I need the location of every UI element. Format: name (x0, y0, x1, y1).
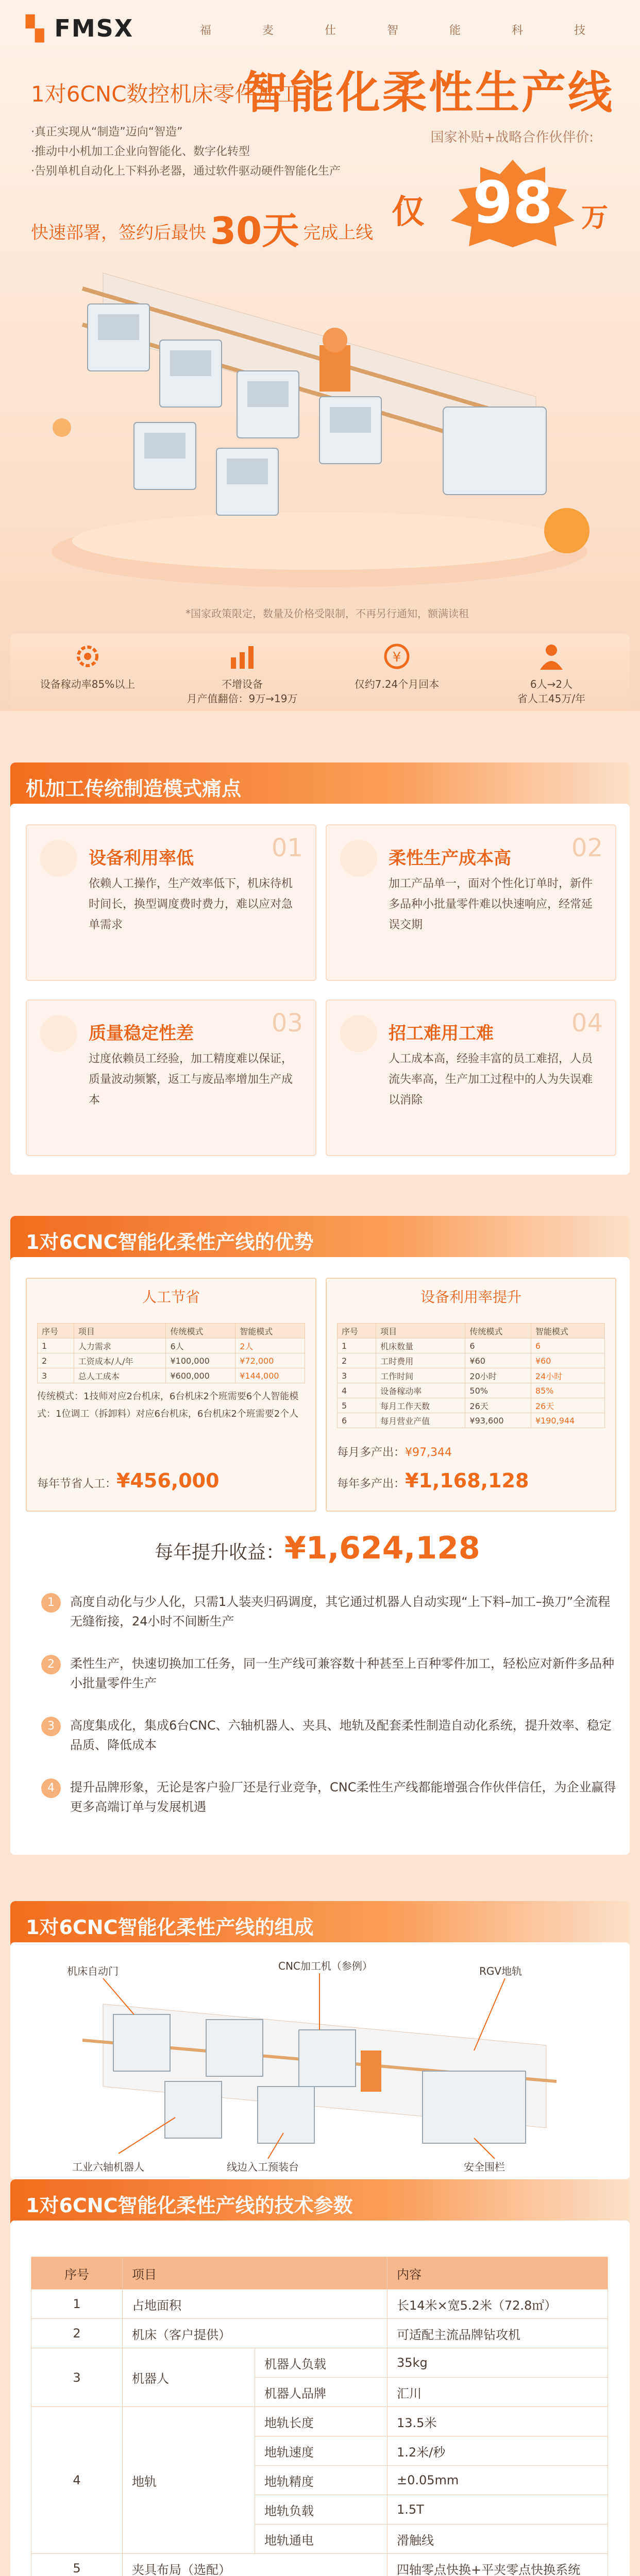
pain-item: 03 质量稳定性差 过度依赖员工经验，加工精度难以保证，质量波动频繁，返工与废品率增加生产成本 (26, 999, 316, 1156)
hero-deploy-line: 快速部署，签约后最快 30天 完成上线 (31, 209, 374, 252)
svg-text:¥: ¥ (392, 650, 401, 665)
pain-item: 04 招工难用工难 人工成本高，经验丰富的员工难招，人员流失率高，生产加工过程中的人为失误难以消除 (326, 999, 616, 1156)
label-robot: 工业六轴机器人 (72, 2161, 144, 2173)
feature-item: 设备稼动率85%以上 (10, 634, 165, 711)
composition-diagram (52, 1963, 587, 2169)
slogan: 福 麦 仕 智 能 科 技 (200, 24, 609, 37)
hero-bullet: ·推动中小机加工企业向智能化、数字化转型 (31, 145, 250, 158)
hero-subtitle: 1对6CNC数控机床零件加工 (31, 81, 300, 107)
label-fence: 安全围栏 (464, 2161, 505, 2173)
feature-item: 6人→2人 省人工45万/年 (474, 634, 629, 711)
pain-card (10, 804, 630, 1175)
coin-icon (381, 642, 412, 671)
hero-bullets (31, 123, 341, 181)
quality-icon (40, 1015, 77, 1052)
composition-section-title: 1对6CNC智能化柔性产线的组成 (10, 1901, 630, 1947)
production-line-illustration (31, 242, 608, 598)
spec-table: 序号 项目 内容 1 占地面积 长14米×宽5.2米（72.8㎡） 2 机床（客户提供） 可适配主流品牌钻攻机 3 机器人 机器人负载 35kg 机器人品牌 汇川 4 地轨 地轨长度 13.5米 地轨速度 1.2米/秒 地轨精度 ±0.05mm 地轨负载 1.5T 地轨通电 滑触线 5 夹具布局（选配） 四轴零点快换+平夹零点快换系统 (31, 2257, 608, 2576)
recruit-icon (340, 1015, 377, 1052)
label-preload: 线边入工预装台 (227, 2161, 299, 2173)
label-auto-door: 机床自动门 (67, 1965, 119, 1977)
utilization-panel: 设备利用率提升 序号 项目 传统模式 智能模式 1 机床数量 6 6 2 工时费用 ¥60 ¥60 3 工作时间 20小时 24小时 4 设备稼动率 50% 85% 5 每月工作天数 26天 26天 6 每月营业产值 ¥93,600 ¥190,944 每月多产出：¥97,344 每年多产出：¥1,168,128 (326, 1278, 616, 1512)
price-badge (448, 160, 577, 247)
yearly-extra: 每年多产出：¥1,168,128 (337, 1469, 529, 1492)
price-value: 98 (473, 170, 553, 236)
logo-mark-icon: ▚ (26, 14, 45, 42)
pain-item: 02 柔性生产成本高 加工产品单一，面对个性化订单时，新件多品种小批量零件难以快速响应，经常延误交期 (326, 824, 616, 981)
deploy-days: 30天 (210, 209, 299, 252)
feature-item: 不增设备 月产值翻倍：9万→19万 (165, 634, 319, 711)
labor-table: 序号 项目 传统模式 智能模式 1 人力需求 6人 2人 2 工资成本/人/年 ¥100,000 ¥72,000 3 总人工成本 ¥600,000 ¥144,000 (37, 1323, 305, 1383)
monthly-extra: 每月多产出：¥97,344 (337, 1446, 452, 1459)
total-gain: 每年提升收益：¥1,624,128 (155, 1530, 480, 1566)
pain-item: 01 设备利用率低 依赖人工操作，生产效率低下，机床待机时间长，换型调度费时费力，难以应对急单需求 (26, 824, 316, 981)
price-note: *国家政策限定，数量及价格受限制，不再另行通知，额满读租 (186, 607, 469, 620)
labor-save: 每年节省人工：¥456,000 (37, 1469, 220, 1492)
labor-desc: 传统模式：1技师对应2台机床，6台机床2个班需要6个人智能模式：1位调工（拆卸料）对应6台机床，6台机床2个班需要2个人 (37, 1391, 299, 1419)
feature-item: ¥ 仅约7.24个月回本 (319, 634, 474, 711)
spec-section-title: 1对6CNC智能化柔性产线的技术参数 (10, 2179, 630, 2226)
price-unit: 万 (581, 202, 609, 233)
hero-section (0, 0, 640, 711)
advantage-card: 人工节省 序号 项目 传统模式 智能模式 1 人力需求 6人 2人 2 工资成本/人/年 ¥100,000 ¥72,000 3 总人工成本 ¥600,000 ¥144,000 传统模式：1技师对应2台机床，6台机床2个班需要6个人智能模式：1位调工（拆卸料）对应6台机床，6台机床2个班需要2个人 每年节省人工：¥456,000 设备利用率提升 序号 项目 传统模式 智能模式 1 机床数量 6 6 2 工时费用 ¥60 ¥60 3 工作时间 20小时 24小时 4 设备稼动率 50% 85% 5 每月工作天数 26天 26天 6 每月营业产值 ¥93,600 ¥190,944 每月多产出：¥97,344 每年多产出：¥1,168,128 每年提升收益：¥1,624,128 1 高度自动化与少人化，只需1人装夹归码调度，其它通过机器人自动实现“上下料–加工–换刀”全流程无缝衔接，24小时不间断生产 2 柔性生产，快速切换加工任务，同一生产线可兼容数十种甚至上百种零件加工，轻松应对新件多品种小批量零件生产 3 高度集成化，集成6台CNC、六轴机器人、夹具、地轨及配套柔性制造自动化系统，提升效率、稳定品质、降低成本 4 提升品牌形象，无论是客户验厂还是行业竞争，CNC柔性生产线都能增强合作伙伴信任，为企业赢得更多高端订单与发展机遇 (10, 1257, 630, 1855)
gear-icon (72, 642, 103, 671)
label-cnc: CNC加工机（参例） (278, 1960, 373, 1972)
label-rgv: RGV地轨 (479, 1965, 523, 1977)
hero-title: 智能化柔性生产线 (243, 67, 614, 118)
cost-icon (340, 840, 377, 877)
brand-logo: ▚ FMSX (26, 14, 134, 42)
utilization-icon (40, 840, 77, 877)
hero-bullet: ·告别单机自动化上下料孙老器，通过软件驱动硬件智能化生产 (31, 165, 341, 178)
feature-bar (10, 634, 630, 711)
advantage-section-title: 1对6CNC智能化柔性产线的优势 (10, 1216, 630, 1262)
labor-panel: 人工节省 序号 项目 传统模式 智能模式 1 人力需求 6人 2人 2 工资成本/人/年 ¥100,000 ¥72,000 3 总人工成本 ¥600,000 ¥144,000 传统模式：1技师对应2台机床，6台机床2个班需要6个人智能模式：1位调工（拆卸料）对应6台机床，6台机床2个班需要2个人 每年节省人工：¥456,000 (26, 1278, 316, 1512)
price-caption: 国家补贴+战略合作伙伴价: (430, 130, 594, 145)
utilization-table: 序号 项目 传统模式 智能模式 1 机床数量 6 6 2 工时费用 ¥60 ¥60 3 工作时间 20小时 24小时 4 设备稼动率 50% 85% 5 每月工作天数 26天 26天 6 每月营业产值 ¥93,600 ¥190,944 (337, 1323, 605, 1428)
person-icon (536, 642, 567, 671)
composition-card (10, 1942, 630, 2179)
hero-bullet: ·真正实现从“制造”迈向“智造” (31, 126, 183, 139)
chart-icon (227, 642, 258, 671)
pain-section-title: 机加工传统制造模式痛点 (10, 762, 630, 809)
price-prefix: 仅 (392, 193, 425, 231)
